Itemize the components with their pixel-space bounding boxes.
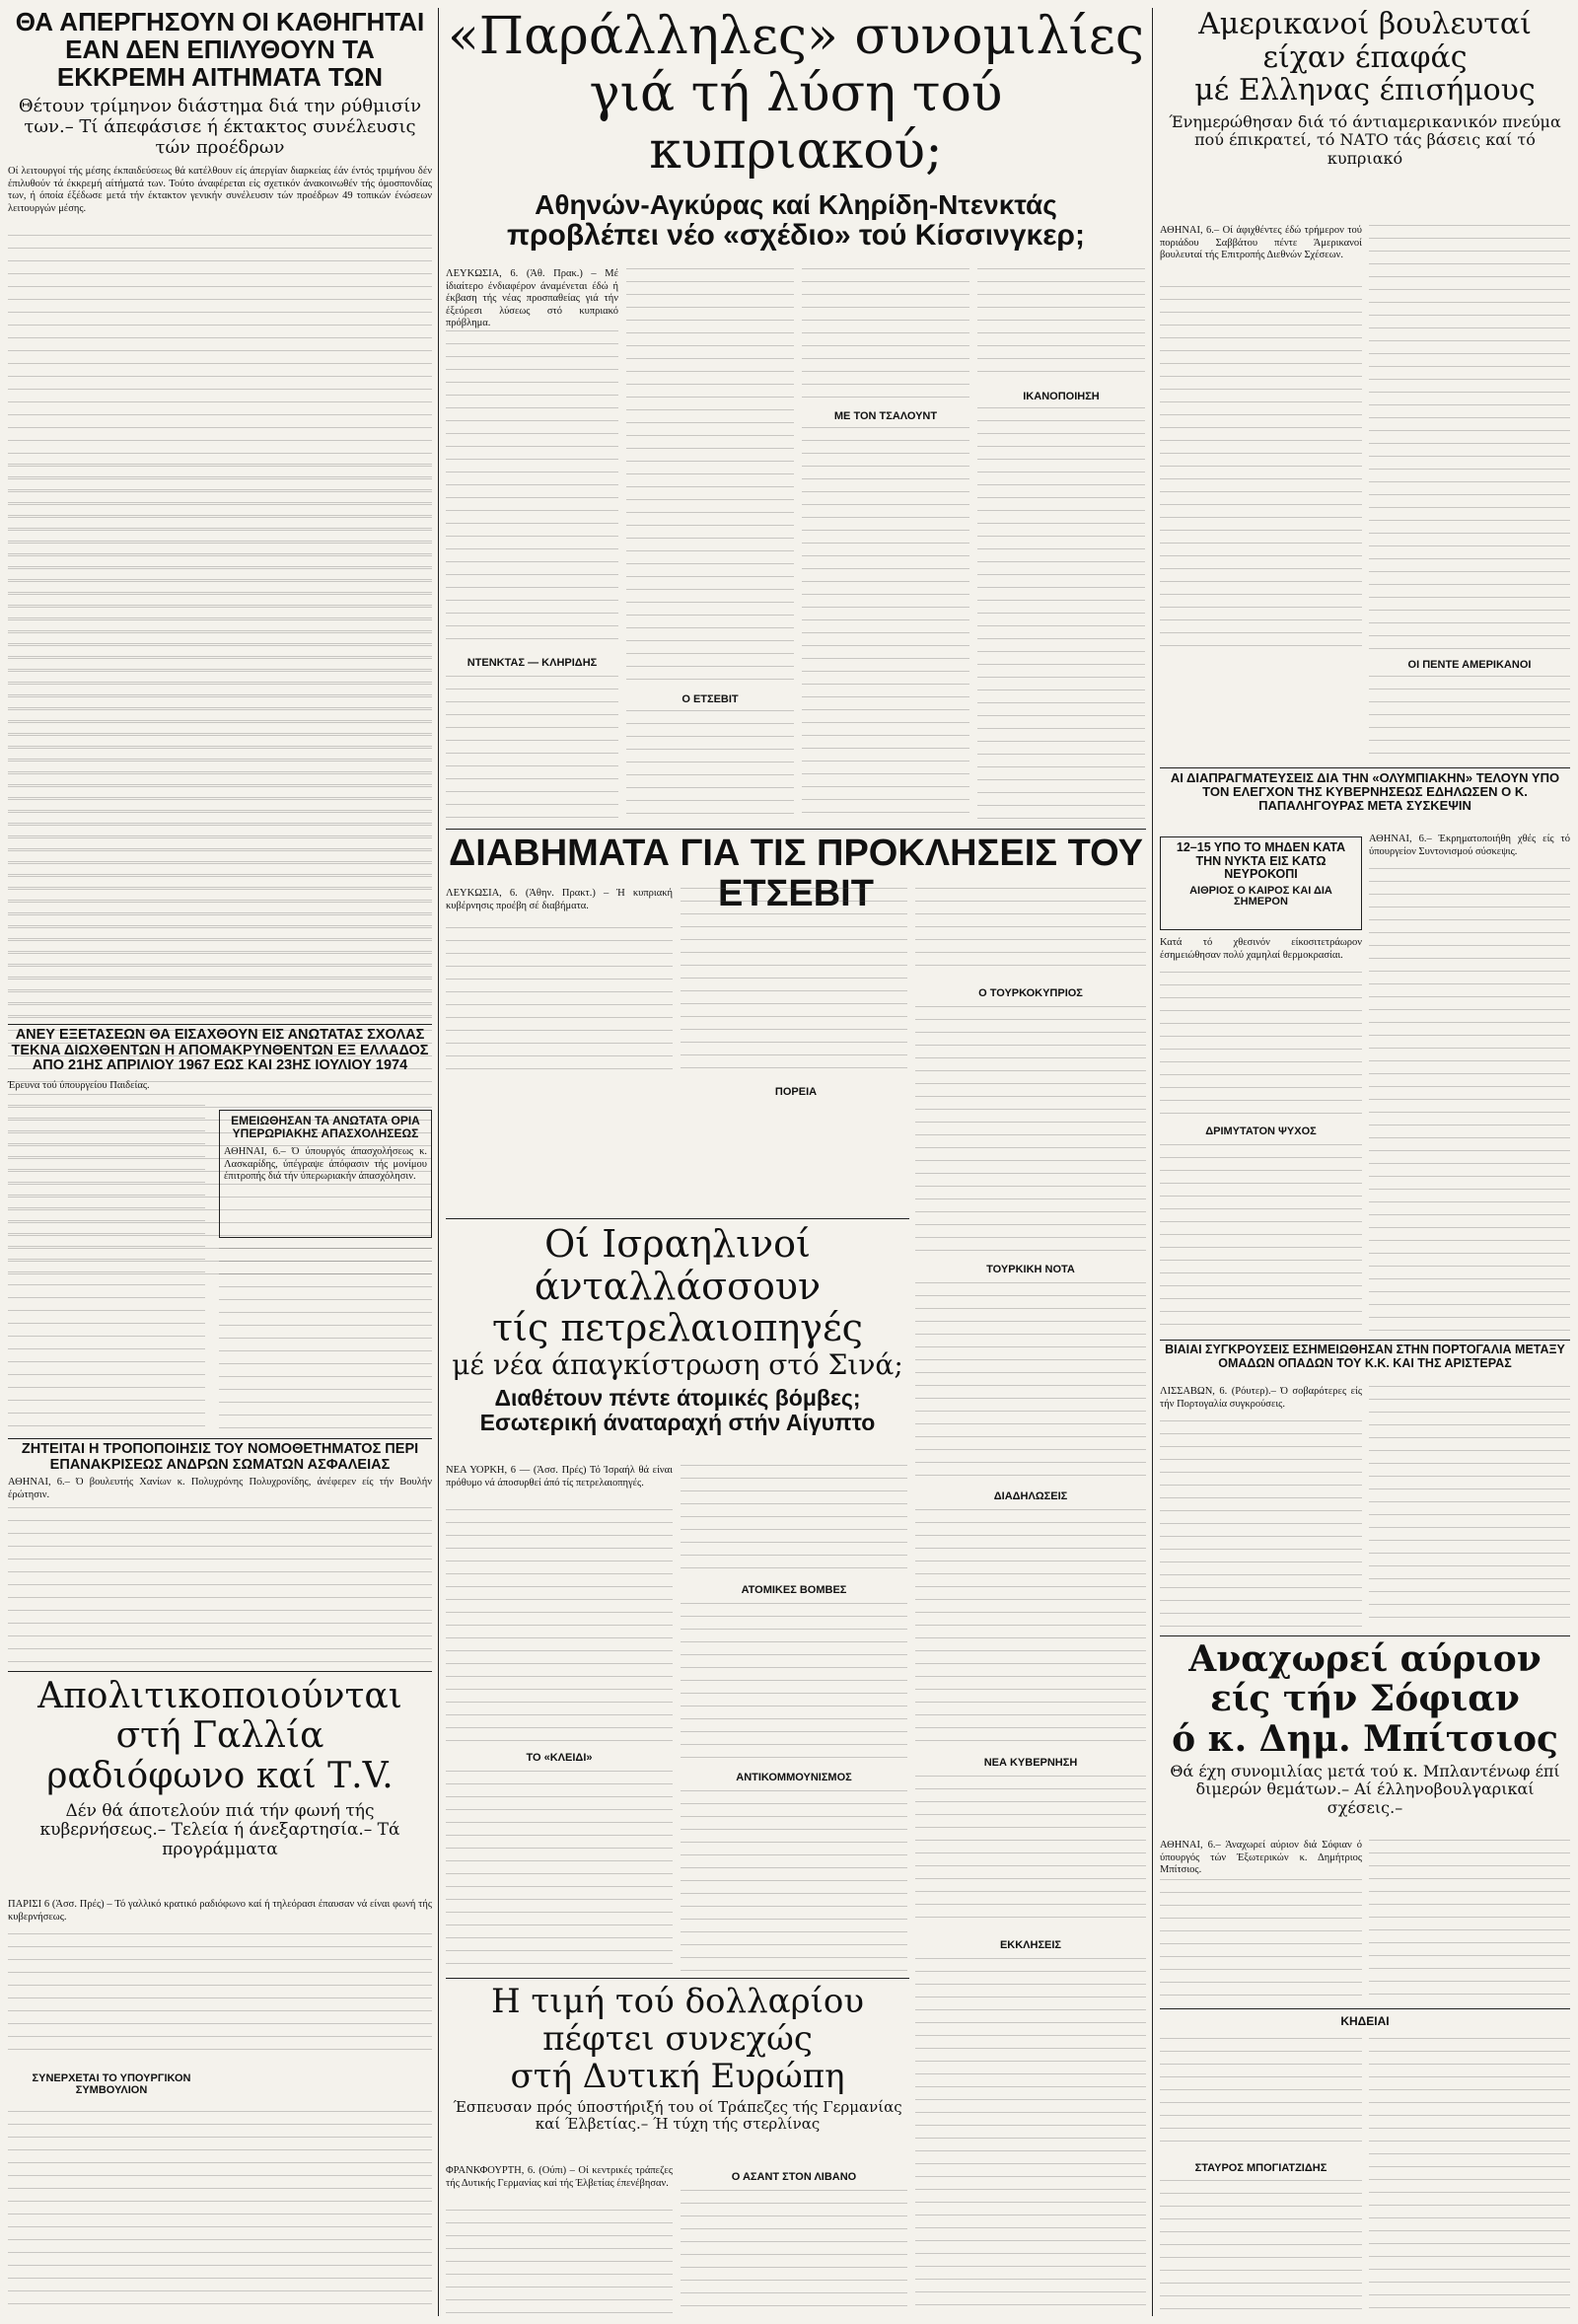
body-text-block (802, 427, 969, 822)
article-israel-oilfields (446, 1223, 909, 1460)
column-rule (438, 8, 439, 2316)
subhead: ΙΚΑΝΟΠΟΙΗΣΗ (1023, 391, 1100, 402)
body-text-block (446, 2210, 673, 2313)
headline-line-3: μέ νέα άπαγκίστρωση στό Σινά; (452, 1347, 903, 1381)
subhead: ΤΟ «ΚΛΕΙΔΙ» (526, 1752, 593, 1764)
subhead: ΑΝΤΙΚΟΜΜΟΥΝΙΣΜΟΣ (736, 1772, 852, 1783)
body-text-block (1369, 1386, 1570, 1628)
body-text-block (915, 1006, 1146, 1253)
body-text-block (915, 1509, 1146, 1746)
subhead: ΝΤΕΝΚΤΑΣ — ΚΛΗΡΙΔΗΣ (466, 657, 598, 669)
body-text-block (977, 407, 1145, 822)
body-text-block (681, 888, 907, 1075)
body-text-block (681, 1790, 907, 1973)
body-text-block (8, 1507, 432, 1665)
dek: Έσπευσαν πρός ύποστήριξή του οί Τράπεζες τής Γερμανίας καί Έλβετίας.– Ή τύχη τής στερλίνας (453, 2098, 902, 2134)
box-subtitle: ΑΙΘΡΙΟΣ Ο ΚΑΙΡΟΣ ΚΑΙ ΔΙΑ ΣΗΜΕΡΟΝ (1189, 884, 1332, 908)
subhead-block (681, 1766, 907, 1785)
divider (1160, 2008, 1570, 2009)
funeral-name-block (1160, 2156, 1362, 2176)
subhead-block (802, 404, 969, 424)
divider (8, 1438, 432, 1439)
lead-paragraph: ΛΕΥΚΩΣΙΑ, 6. (Άθ. Πρακ.) – Μέ ίδιαίτερο ένδιαφέρον άναμένεται έδώ ή έκβαση τής νέας προσπαθείας γιά τήν έξεύρεσι λύσεως στό κυπριακό πρόβλημα. (446, 268, 618, 329)
box-title: ΕΜΕΙΩΘΗΣΑΝ ΤΑ ΑΝΩΤΑΤΑ ΟΡΙΑ ΥΠΕΡΩΡΙΑΚΗΣ ΑΠΑΣΧΟΛΗΣΕΩΣ (231, 1114, 420, 1140)
lead-block (446, 1465, 673, 1509)
box-retirement-limits (219, 1110, 432, 1238)
divider (1160, 767, 1570, 768)
body-text-block (1160, 2038, 1362, 2151)
body-text-block (446, 330, 618, 646)
lead-paragraph: ΑΘΗΝΑΙ, 6.– Ό ύπουργός άπασχολήσεως κ. Λασκαρίδης, ύπέγραψε άπόφασιν τής μονίμου έπιτροπής διά τήν ύπερωριακήν άπασχόλησιν. (224, 1145, 427, 1183)
headline-line-1: Οί Ισραηλινοί άνταλλάσσουν (534, 1222, 822, 1308)
headline-line-2: πέφτει συνεχώς (542, 2019, 813, 2060)
subhead-block (446, 651, 618, 671)
headline-line-2: είχαν έπαφάς (1262, 39, 1468, 75)
subhead-block (681, 1578, 907, 1598)
subhead: Ο ΑΣΑΝΤ ΣΤΟΝ ΛΙΒΑΝΟ (731, 2171, 857, 2183)
body-text-block (1160, 1144, 1362, 1332)
lead-block (446, 2165, 673, 2205)
funerals-header (1160, 2012, 1570, 2036)
subhead-block (977, 385, 1145, 404)
body-text-block (446, 1509, 673, 1741)
headline-line-1: «Παράλληλες» συνομιλίες (447, 7, 1144, 66)
divider (1160, 1340, 1570, 1341)
body-text-block (8, 2111, 432, 2313)
lead-paragraph: ΑΘΗΝΑΙ, 6.– Οί άφιχθέντες έδώ τρήμερον τού ποριάδου Σαββάτου πέντε Άμερικανοί βουλευταί τής Επιτροπής Διεθνών Σχέσεων. (1160, 225, 1362, 261)
divider (8, 1024, 432, 1025)
headline-line-3: ό κ. Δημ. Μπίτσιος (1172, 1717, 1558, 1760)
lead-block (1160, 225, 1362, 284)
body-text-block (1160, 2180, 1362, 2313)
subhead-line-2: Εσωτερική άναταραχή στήν Αίγυπτο (479, 1409, 876, 1435)
subhead: ΠΟΡΕΙΑ (774, 1086, 818, 1098)
body-text-block (1160, 1420, 1362, 1628)
subhead: ΑΤΟΜΙΚΕΣ ΒΟΜΒΕΣ (741, 1584, 847, 1596)
subhead: ΟΙ ΠΕΝΤΕ ΑΜΕΡΙΚΑΝΟΙ (1407, 659, 1532, 671)
box-cold-weather (1160, 836, 1362, 930)
headline: ΑΙ ΔΙΑΠΡΑΓΜΑΤΕΥΣΕΙΣ ΔΙΑ ΤΗΝ «ΟΛΥΜΠΙΑΚΗΝ» ΤΕΛΟΥΝ ΥΠΟ ΤΟΝ ΕΛΕΓΧΟΝ ΤΗΣ ΚΥΒΕΡΝΗΣΕΩΣ ΕΔΗΛΩΣΕΝ Ο Κ. ΠΑΠΑΛΗΓΟΥΡΑΣ ΜΕΤΑ ΣΥΣΚΕΨΙΝ (1170, 770, 1560, 814)
body-text-block (1160, 972, 1362, 1115)
headline-line-3: ραδιόφωνο καί Τ.V. (46, 1755, 394, 1796)
body-text-block (915, 888, 1146, 977)
dek: Ένημερώθησαν διά τό άντιαμερικανικόν πνεύμα πού έπικρατεί, τό ΝΑΤΟ τάς βάσεις καί τό κυπριακό (1169, 111, 1561, 168)
lead-paragraph: ΠΑΡΙΣΙ 6 (Άσσ. Πρές) – Τό γαλλικό κρατικό ραδιόφωνο καί ή τηλεόρασι έπαυσαν νά είναι φωνή τής κυβερνήσεως. (8, 1899, 432, 1923)
subhead: Ο ΕΤΣΕΒΙΤ (681, 693, 739, 705)
body-text-block (915, 1776, 1146, 1928)
subhead-block (1160, 1120, 1362, 1139)
subhead-block (915, 1258, 1146, 1277)
box-title: 12–15 ΥΠΟ ΤΟ ΜΗΔΕΝ ΚΑΤΑ ΤΗΝ ΝΥΚΤΑ ΕΙΣ ΚΑΤΩ ΝΕΥΡΟΚΟΠΙ (1176, 840, 1346, 881)
lead-block (446, 268, 618, 327)
lead-paragraph: Οί λειτουργοί τής μέσης έκπαιδεύσεως θά κατέλθουν είς άπεργίαν διαρκείας έάν έντός τριμήνου δέν έπιλυθούν τά έκκρεμή αίτήματά των. Τούτο άναφέρεται είς σχετικόν άνακοινωθέν τής όμοσπονδίας των, ή όποία έξέδωσε μετά τήν έκτακτον γενικήν συνέλευσιν τών προέδρων 49 τοπικών ένώσεων λειτουργών μέσης. (8, 166, 432, 215)
subhead: ΔΡΙΜΥΤΑΤΟΝ ΨΥΧΟΣ (1205, 1126, 1317, 1137)
lead-paragraph: ΝΕΑ ΥΟΡΚΗ, 6 — (Άσσ. Πρές) Τό Ίσραήλ θά είναι πρόθυμο νά άποσυρθεί άπό τίς πετρελαιοπηγές. (446, 1465, 673, 1489)
body-text-block (626, 268, 794, 683)
dek: Θέτουν τρίμηνον διάστημα διά την ρύθμισίν των.– Τί άπεφάσισε ή έκτακτος συνέλευσις τών προέδρων (18, 96, 422, 158)
funeral-name: ΣΤΑΥΡΟΣ ΜΠΟΓΙΑΤΖΙΔΗΣ (1194, 2162, 1327, 2174)
subhead-block (915, 1751, 1146, 1771)
divider (446, 829, 1146, 830)
subhead: ΝΕΑ ΚΥΒΕΡΝΗΣΗ (983, 1757, 1078, 1769)
article-dollar (446, 1983, 909, 2160)
lead-paragraph: ΛΙΣΣΑΒΩΝ, 6. (Ρόυτερ).– Ό σοβαρότερες είς τήν Πορτογαλία συγκρούσεις. (1160, 1386, 1362, 1410)
subhead: ΤΟΥΡΚΙΚΗ ΝΟΤΑ (986, 1264, 1075, 1275)
headline-line-2: είς τήν Σόφιαν (1210, 1678, 1520, 1720)
lead-paragraph: Κατά τό χθεσινόν είκοσιτετράωρον έσημειώθησαν πολύ χαμηλαί θερμοκρασίαι. (1160, 937, 1362, 961)
article-cyprus-talks-header (446, 8, 1146, 264)
headline-line-2: γιά τή λύση τού κυπριακού; (589, 64, 1003, 182)
body-text-block (446, 927, 673, 1075)
article-olympic-airways (1160, 771, 1570, 831)
subhead: ΔΙΑΔΗΛΩΣΕΙΣ (993, 1490, 1068, 1502)
body-text-block (681, 2190, 907, 2313)
divider (446, 1978, 909, 1979)
subhead-block (681, 2165, 907, 2185)
subhead-block (1369, 653, 1570, 673)
body-text-block (626, 710, 794, 824)
body-text-block (977, 268, 1145, 382)
body-text-block (1369, 2038, 1570, 2314)
section-title: ΚΗΔΕΙΑΙ (1340, 2014, 1390, 2028)
dek: Δέν θά άποτελούν πιά τήν φωνή τής κυβερνήσεως.– Τελεία ή άνεξαρτησία.– Τά προγράμματα (39, 1800, 400, 1860)
lead-paragraph: Έρευνα τού ύπουργείου Παιδείας. (8, 1079, 150, 1091)
lead-block (1160, 1840, 1362, 1879)
body-text-block (446, 676, 618, 824)
headline: ΖΗΤΕΙΤΑΙ Η ΤΡΟΠΟΠΟΙΗΣΙΣ ΤΟΥ ΝΟΜΟΘΕΤΗΜΑΤΟΣ ΠΕΡΙ ΕΠΑΝΑΚΡΙΣΕΩΣ ΑΝΔΡΩΝ ΣΩΜΑΤΩΝ ΑΣΦΑΛΕΙΑΣ (21, 1441, 419, 1473)
headline-line-3: στή Δυτική Ευρώπη (510, 2057, 845, 2097)
headline: ΑΝΕΥ ΕΞΕΤΑΣΕΩΝ ΘΑ ΕΙΣΑΧΘΟΥΝ ΕΙΣ ΑΝΩΤΑΤΑΣ ΣΧΟΛΑΣ ΤΕΚΝΑ ΔΙΩΧΘΕΝΤΩΝ Η ΑΠΟΜΑΚΡΥΝΘΕΝΤΩΝ ΕΞ ΕΛΛΑΔΟΣ ΑΠΟ 21ΗΣ ΑΠΡΙΛΙΟΥ 1967 ΕΩΣ ΚΑΙ 23ΗΣ ΙΟΥΛΙΟΥ 1974 (11, 1027, 429, 1074)
subhead-block (915, 1933, 1146, 1953)
dek: Θά έχη συνομιλίας μετά τού κ. Μπλαντένωφ έπί διμερών θεμάτων.– Αί έλληνοβουλγαρικαί σχέσεις.– (1170, 1761, 1560, 1817)
body-text-block (1160, 1879, 1362, 2002)
subhead-block (915, 1485, 1146, 1504)
article-bitsios-sofia (1160, 1639, 1570, 1837)
lead-paragraph: ΦΡΑΝΚΦΟΥΡΤΗ, 6. (Ούπι) – Οί κεντρικές τράπεζες τής Δυτικής Γερμανίας καί τής Έλβετίας έπενέβησαν. (446, 2165, 673, 2189)
subhead: ΜΕ ΤΟΝ ΤΣΑΛΟΥΝΤ (833, 410, 938, 422)
subhead-line-1: Διαθέτουν πέντε άτομικές βόμβες; (494, 1385, 861, 1411)
subhead: Ο ΤΟΥΡΚΟΚΥΠΡΙΟΣ (978, 987, 1083, 999)
article-portugal (1160, 1344, 1570, 1383)
headline-line-2: στή Γαλλία (115, 1715, 324, 1757)
headline-line-1: Η τιμή τού δολλαρίου (490, 1982, 865, 2021)
article-security-reinstatement (8, 1442, 432, 1501)
divider (1160, 1635, 1570, 1636)
column-rule (1152, 8, 1153, 2316)
body-text-block (8, 464, 432, 1016)
headline-line-2: τίς πετρελαιοπηγές (492, 1306, 863, 1350)
subhead: ΣΥΝΕΡΧΕΤΑΙ ΤΟ ΥΠΟΥΡΓΙΚΟΝ ΣΥΜΒΟΥΛΙΟΝ (32, 2072, 191, 2096)
divider (446, 1218, 909, 1219)
body-text-block (802, 268, 969, 401)
body-text-block (915, 1958, 1146, 2308)
body-text-block (681, 1465, 907, 1573)
subhead-block (446, 1746, 673, 1766)
body-text-block (915, 1282, 1146, 1480)
body-text-block (1369, 225, 1570, 649)
headline: ΔΙΑΒΗΜΑΤΑ ΓΙΑ ΤΙΣ ΠΡΟΚΛΗΣΕΙΣ ΤΟΥ ΕΤΣΕΒΙΤ (448, 833, 1144, 915)
body-text-block (8, 1933, 432, 2062)
lead-paragraph: ΑΘΗΝΑΙ, 6.– Ό βουλευτής Χανίων κ. Πολυχρόνης Πολυχρονίδης, άνέφερεν είς τήν Βουλήν έρώτησιν. (8, 1477, 432, 1500)
subhead-block (915, 981, 1146, 1001)
subhead-line-1: Αθηνών-Αγκύρας καί Κληρίδη-Ντενκτάς (535, 188, 1057, 220)
subhead-block (626, 688, 794, 707)
article-teachers-strike (8, 8, 432, 472)
body-text-block (681, 1603, 907, 1761)
subhead-block (681, 1080, 911, 1100)
headline-line-1: Αμερικανοί βουλευταί (1198, 7, 1532, 41)
headline-line-1: Απολιτικοποιούνται (37, 1676, 402, 1716)
headline: ΒΙΑΙΑΙ ΣΥΓΚΡΟΥΣΕΙΣ ΕΣΗΜΕΙΩΘΗΣΑΝ ΣΤΗΝ ΠΟΡΤΟΓΑΛΙΑ ΜΕΤΑΞΥ ΟΜΑΔΩΝ ΟΠΑΔΩΝ ΤΟΥ Κ.Κ. ΚΑΙ ΤΗΣ ΑΡΙΣΤΕΡΑΣ (1165, 1343, 1565, 1370)
body-text-block (1369, 1840, 1570, 2002)
subhead-line-2: προβλέπει νέο «σχέδιο» τού Κίσσινγκερ; (507, 218, 1085, 252)
subhead-block (8, 2067, 215, 2106)
headline-line-1: Αναχωρεί αύριον (1188, 1638, 1542, 1680)
body-text-block (1160, 286, 1362, 651)
article-france-radio (8, 1677, 432, 1894)
lead-block (1160, 1386, 1362, 1416)
headline: ΘΑ ΑΠΕΡΓΗΣΟΥΝ ΟΙ ΚΑΘΗΓΗΤΑΙ ΕΑΝ ΔΕΝ ΕΠΙΛΥΘΟΥΝ ΤΑ ΕΚΚΡΕΜΗ ΑΙΤΗΜΑΤΑ ΤΩΝ (15, 7, 425, 93)
lead-paragraph: ΛΕΥΚΩΣΙΑ, 6. (Άθην. Πρακτ.) – Ή κυπριακή κυβέρνησις προέβη σέ διαβήματα. (446, 888, 673, 911)
body-text-block (446, 1771, 673, 1968)
divider (8, 1671, 432, 1672)
lead-paragraph: ΑΘΗΝΑΙ, 6.– Άναχωρεί αύριον διά Σόφιαν ό ύπουργός τών Έξωτερικών κ. Δημήτριος Μπίτσιος. (1160, 1840, 1362, 1876)
subhead: ΕΚΚΛΗΣΕΙΣ (999, 1939, 1062, 1951)
body-text-block (1369, 868, 1570, 1332)
body-text-block (8, 1105, 205, 1430)
lead-paragraph: ΑΘΗΝΑΙ, 6.– Έκρηματοποιήθη χθές είς τό ύπουργείον Συντονισμού σύσκεψις. (1369, 834, 1570, 857)
lead-block (1160, 937, 1362, 967)
lead-block (1369, 834, 1570, 863)
body-text-block (219, 1248, 432, 1430)
headline-line-3: μέ Ελληνας έπισήμους (1194, 73, 1536, 109)
body-text-block (1369, 676, 1570, 760)
lead-block (446, 888, 673, 927)
